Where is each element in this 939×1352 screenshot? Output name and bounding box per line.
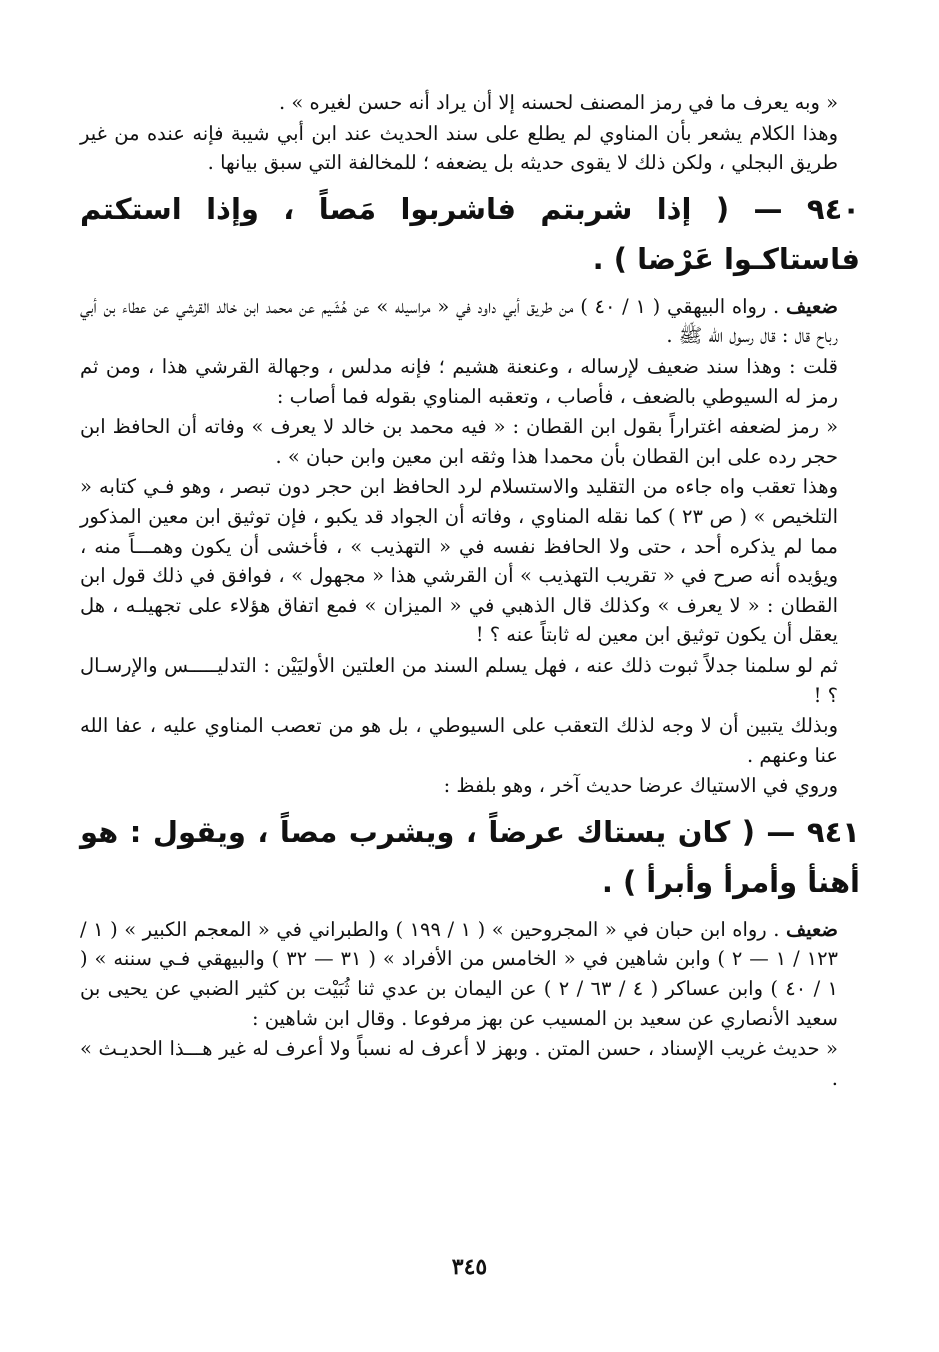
quote-paragraph: « رمز لضعفه اغتراراً بقول ابن القطان : « فيه محمد بن خالد لا يعرف » وفاته أن الحافظ ابن حجر رده على ابن القطان بأن محمدا هذا وثقه ابن معين وابن حبان » . bbox=[80, 415, 838, 468]
commentary-paragraph: وروي في الاستياك عرضا حديث آخر ، وهو بلفظ : bbox=[443, 774, 838, 798]
grading-text: . رواه ابن حبان في « المجروحين » ( ١ / ١٩٩ ) والطبراني في « المعجم الكبير » ( ١ / ١٢٣ / ١ — ٢ ) وابن شاهين في « الخامس من الأفراد » ( ٣١ — ٣٢ ) والبيهقي فـي سننه » ( ١ / ٤٠ ) وابن عساكر ( ٤ / ٦٣ / ٢ ) عن اليمان بن عدي ثنا ثُبَيْت بن كثير الضبي عن يحيى بن سعيد الأنصاري عن سعيد بن المسيب عن بهز مرفوعا . وقال ابن شاهين : bbox=[80, 917, 839, 1030]
grade-label: ضعيف bbox=[785, 917, 838, 941]
commentary-paragraph: وهذا الكلام يشعر بأن المناوي لم يطلع على سند الحديث عند ابن أبي شيبة فإنه عنده من غير طريق البجلي ، ولكن ذلك لا يقوى حديثه بل يضعفه ؛ للمخالفة التي سبق بيانها . bbox=[80, 121, 838, 175]
commentary-paragraph: قلت : وهذا سند ضعيف لإرساله ، وعنعنة هشيم ؛ فإنه مدلس ، وجهالة القرشي هذا ، ومن ثم رمز له السيوطي بالضعف ، فأصاب ، وتعقبه المناوي بقوله فما أصاب : bbox=[80, 354, 838, 408]
page-number: ٣٤٥ bbox=[451, 1254, 488, 1280]
hadith-940-heading: ٩٤٠ — ( إذا شربتم فاشربوا مَصاً ، وإذا استكتم فاستاكـوا عَرْضا ) . bbox=[80, 191, 860, 276]
commentary-paragraph: وهذا تعقب واه جاءه من التقليد والاستسلام لرد الحافظ ابن حجر دون تبصر ، وهو فـي كتابه « التلخيص » ( ص ٢٣ ) كما نقله المناوي ، وفاته أن الجواد قد يكبو ، فإن توثيق ابن معين المذكور مما لم يذكره أحد ، حتى ولا الحافظ نفسه في « التهذيب » ، فأخشى أن يكون وهمـــاً منه ، ويؤيده أنه صرح في « تقريب التهذيب » أن القرشي هذا « مجهول » ، فوافق في ذلك قول ابن القطان : « لا يعرف » وكذلك قال الذهبي في « الميزان » فمع اتفاق هؤلاء على تجهيلـه ، هل يعقل أن يكون توثيق ابن معين له ثابتاً عنه ؟ ! bbox=[80, 475, 838, 647]
commentary-paragraph: وبذلك يتبين أن لا وجه لذلك التعقب على السيوطي ، بل هو من تعصب المناوي عليه ، عفا الله عنا وعنهم . bbox=[80, 714, 838, 767]
grading-paragraph-940 bbox=[80, 292, 860, 351]
grade-label: ضعيف bbox=[785, 294, 838, 318]
grading-paragraph-941 bbox=[80, 915, 860, 1033]
grading-text: . رواه البيهقي ( ١ / ٤٠ ) من طريق أبي داود في « مراسيله » عن هُشَيم عن محمد ابن خالد القرشي عن عطاء بن أبي رباح قال : قال رسول الله ﷺ . bbox=[80, 294, 838, 348]
commentary-paragraph: ثم لو سلمنا جدلاً ثبوت ذلك عنه ، فهل يسلم السند من العلتين الأوليَيْن : التدليـــــس والإرسـال ؟ ! bbox=[80, 653, 838, 707]
quote-paragraph: « وبه يعرف ما في رمز المصنف لحسنه إلا أن يراد أنه حسن لغيره » . bbox=[279, 91, 838, 114]
page-body bbox=[80, 88, 860, 1328]
quote-paragraph: « حديث غريب الإسناد ، حسن المتن . وبهز لا أعرف له نسباً ولا أعرف له غير هـــذا الحديـث » . bbox=[80, 1037, 838, 1090]
hadith-941-heading: ٩٤١ — ( كان يستاك عرضاً ، ويشرب مصاً ، ويقول : هو أهنأ وأمرأ وأبرأ ) . bbox=[80, 814, 860, 899]
